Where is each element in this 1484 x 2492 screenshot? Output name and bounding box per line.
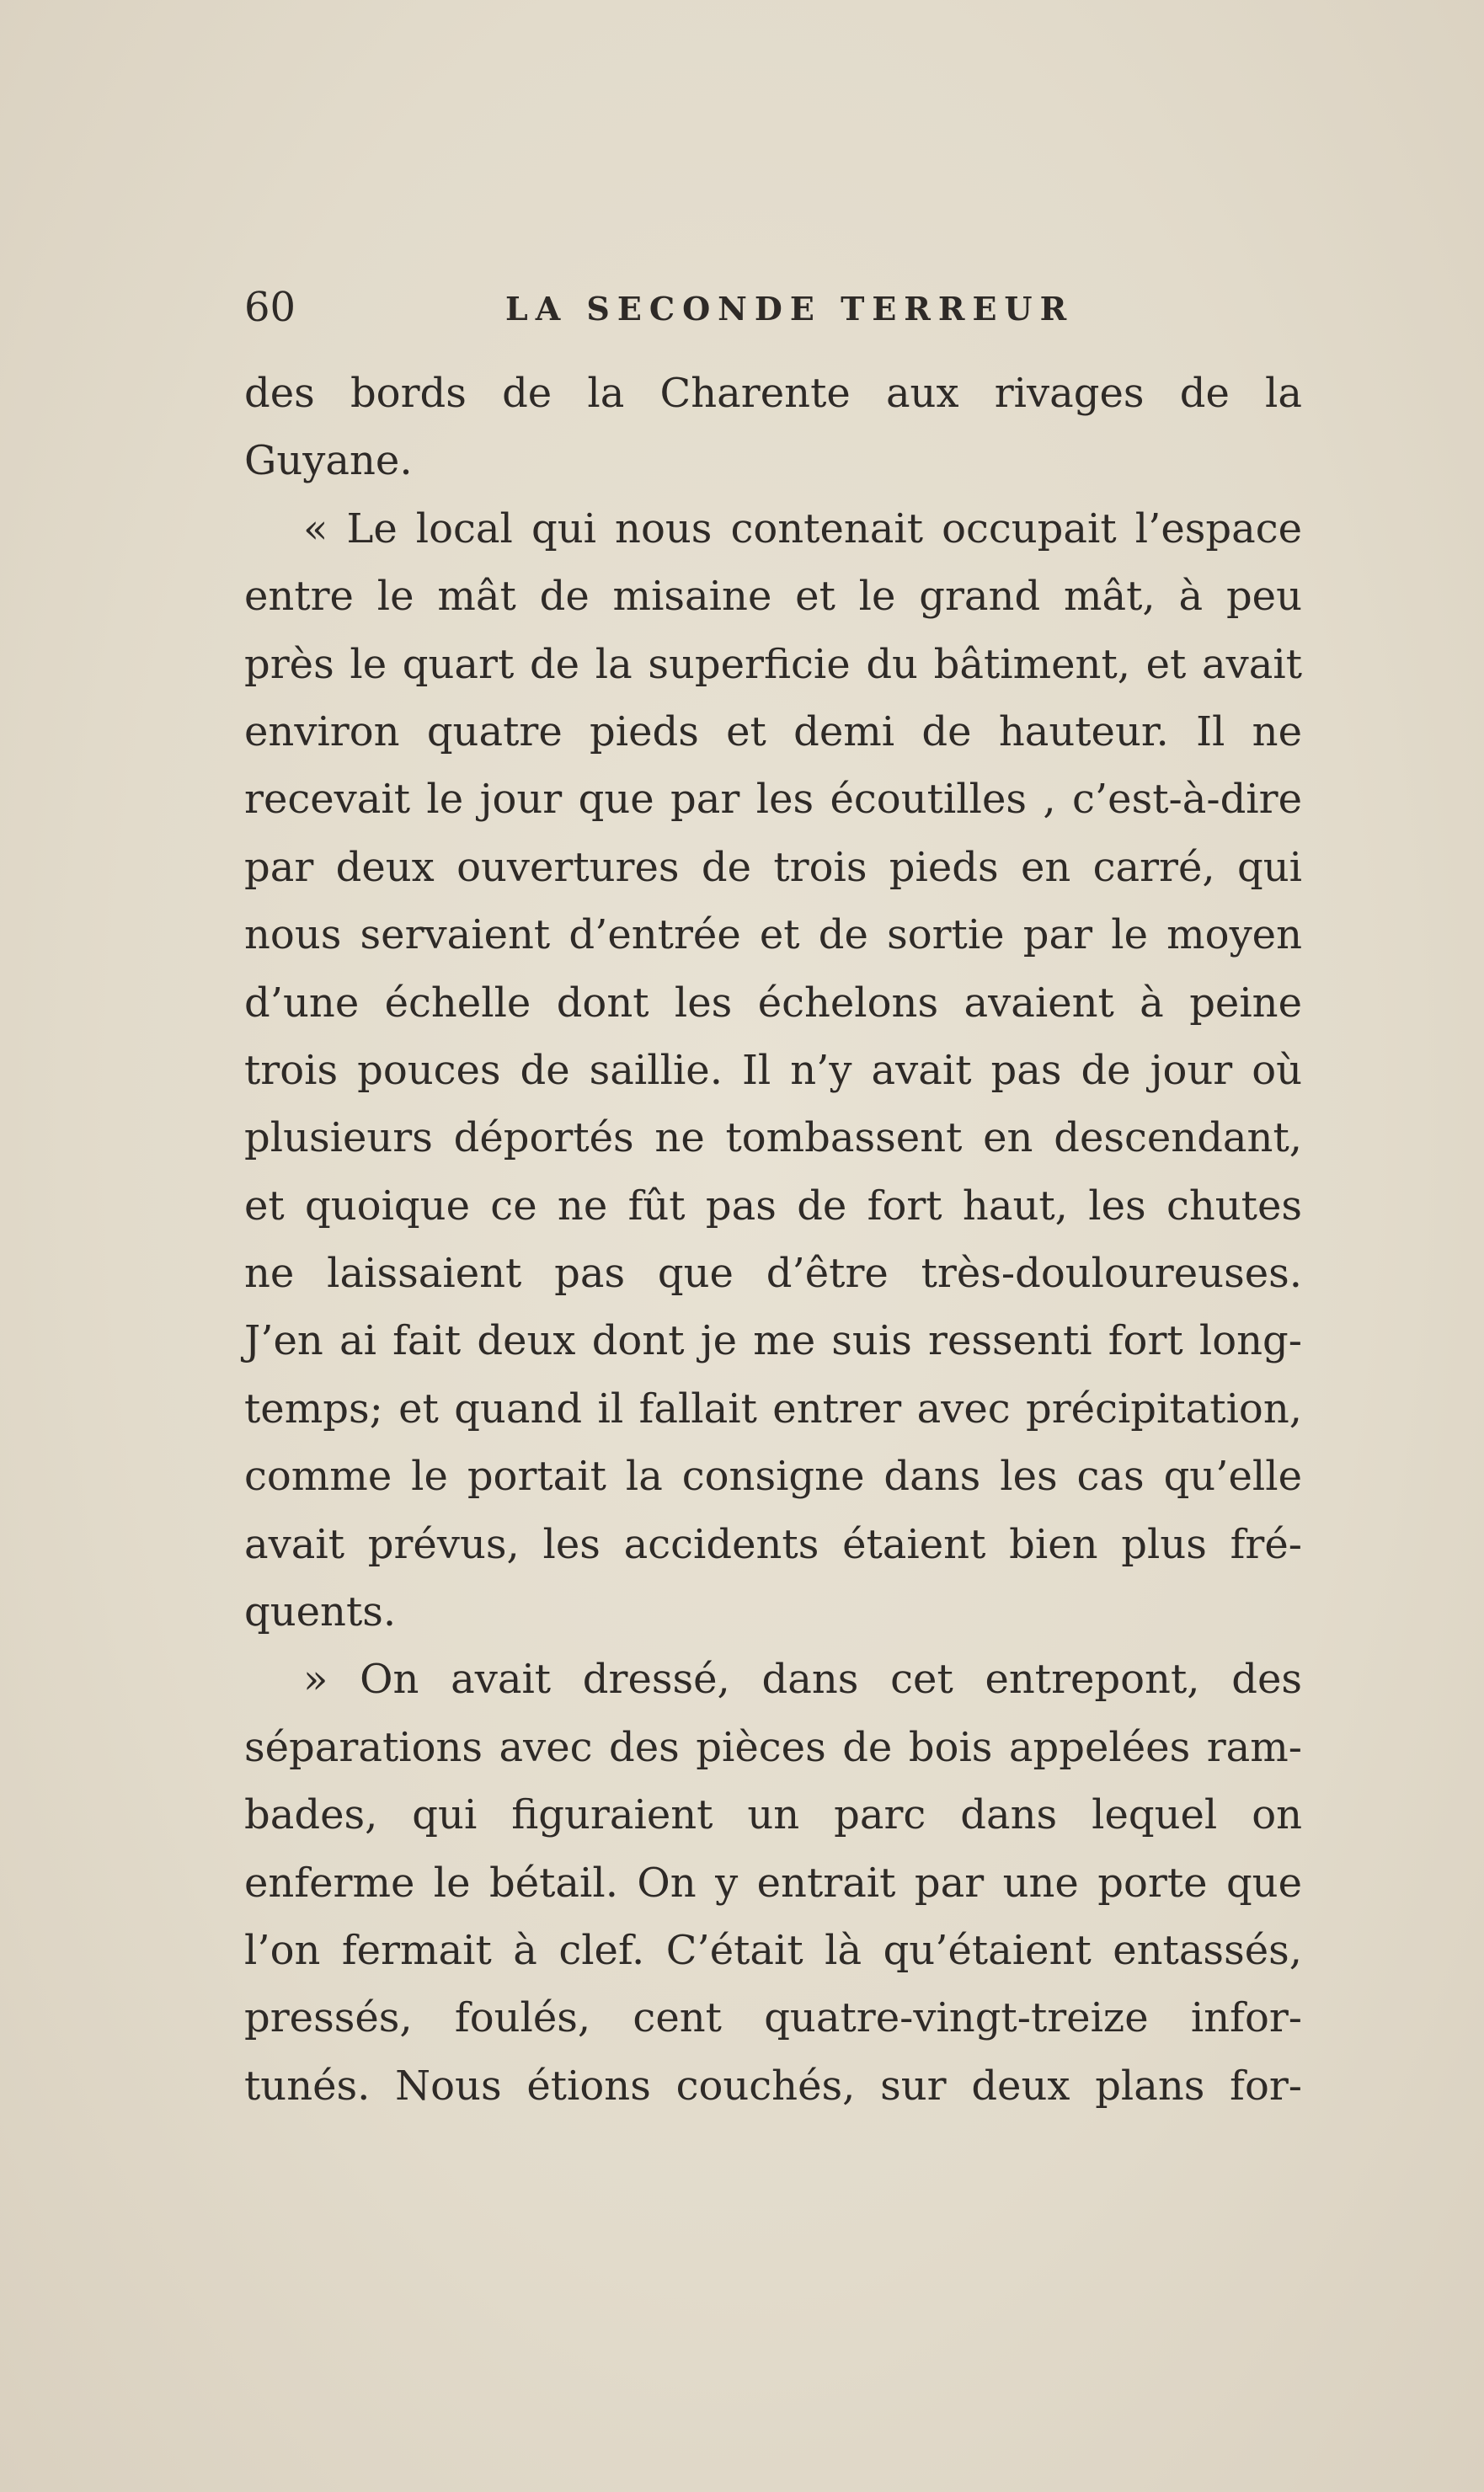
text-line: « Le local qui nous contenait occupait l’espace — [303, 504, 1302, 552]
text-line: temps; et quand il fallait entrer avec précipitation, — [244, 1385, 1302, 1433]
text-line: environ quatre pieds et demi de hauteur. Il ne — [244, 707, 1302, 755]
text-line: tunés. Nous étions couchés, sur deux plans for- — [244, 2062, 1302, 2110]
text-line: comme le portait la consigne dans les cas qu’elle — [244, 1453, 1302, 1501]
page-number: 60 — [244, 284, 296, 331]
text-line: » On avait dressé, dans cet entrepont, des — [303, 1656, 1302, 1704]
text-line: nous servaient d’entrée et de sortie par le moyen — [244, 911, 1302, 959]
text-line: J’en ai fait deux dont je me suis ressenti fort long- — [244, 1317, 1302, 1365]
text-line: par deux ouvertures de trois pieds en carré, qui — [244, 843, 1302, 891]
text-line: et quoique ce ne fût pas de fort haut, les chutes — [244, 1182, 1302, 1230]
text-line: ne laissaient pas que d’être très-douloureuses. — [244, 1250, 1302, 1298]
text-line: l’on fermait à clef. C’était là qu’étaient entassés, — [244, 1926, 1302, 1974]
text-line: bades, qui figuraient un parc dans lequel on — [244, 1791, 1302, 1839]
text-line: Guyane. — [244, 437, 413, 485]
text-line: avait prévus, les accidents étaient bien plus fré- — [244, 1520, 1302, 1568]
text-line: près le quart de la superficie du bâtiment, et avait — [244, 640, 1302, 688]
page-header — [244, 282, 1302, 333]
text-line: enferme le bétail. On y entrait par une porte que — [244, 1859, 1302, 1907]
text-line: quents. — [244, 1588, 397, 1636]
body-text — [244, 360, 1302, 2120]
text-line: trois pouces de saillie. Il n’y avait pas de jour où — [244, 1046, 1302, 1094]
text-line: séparations avec des pièces de bois appelées ram- — [244, 1723, 1302, 1771]
text-line: pressés, foulés, cent quatre-vingt-treize infor- — [244, 1994, 1302, 2042]
text-line: d’une échelle dont les échelons avaient à peine — [244, 979, 1302, 1027]
running-title: LA SECONDE TERREUR — [505, 290, 1075, 328]
text-line: recevait le jour que par les écoutilles , c’est-à-dire — [244, 776, 1302, 824]
text-line: plusieurs déportés ne tombassent en descendant, — [244, 1114, 1302, 1162]
text-line: entre le mât de misaine et le grand mât, à peu — [244, 573, 1302, 621]
text-line: des bords de la Charente aux rivages de la — [244, 370, 1302, 417]
